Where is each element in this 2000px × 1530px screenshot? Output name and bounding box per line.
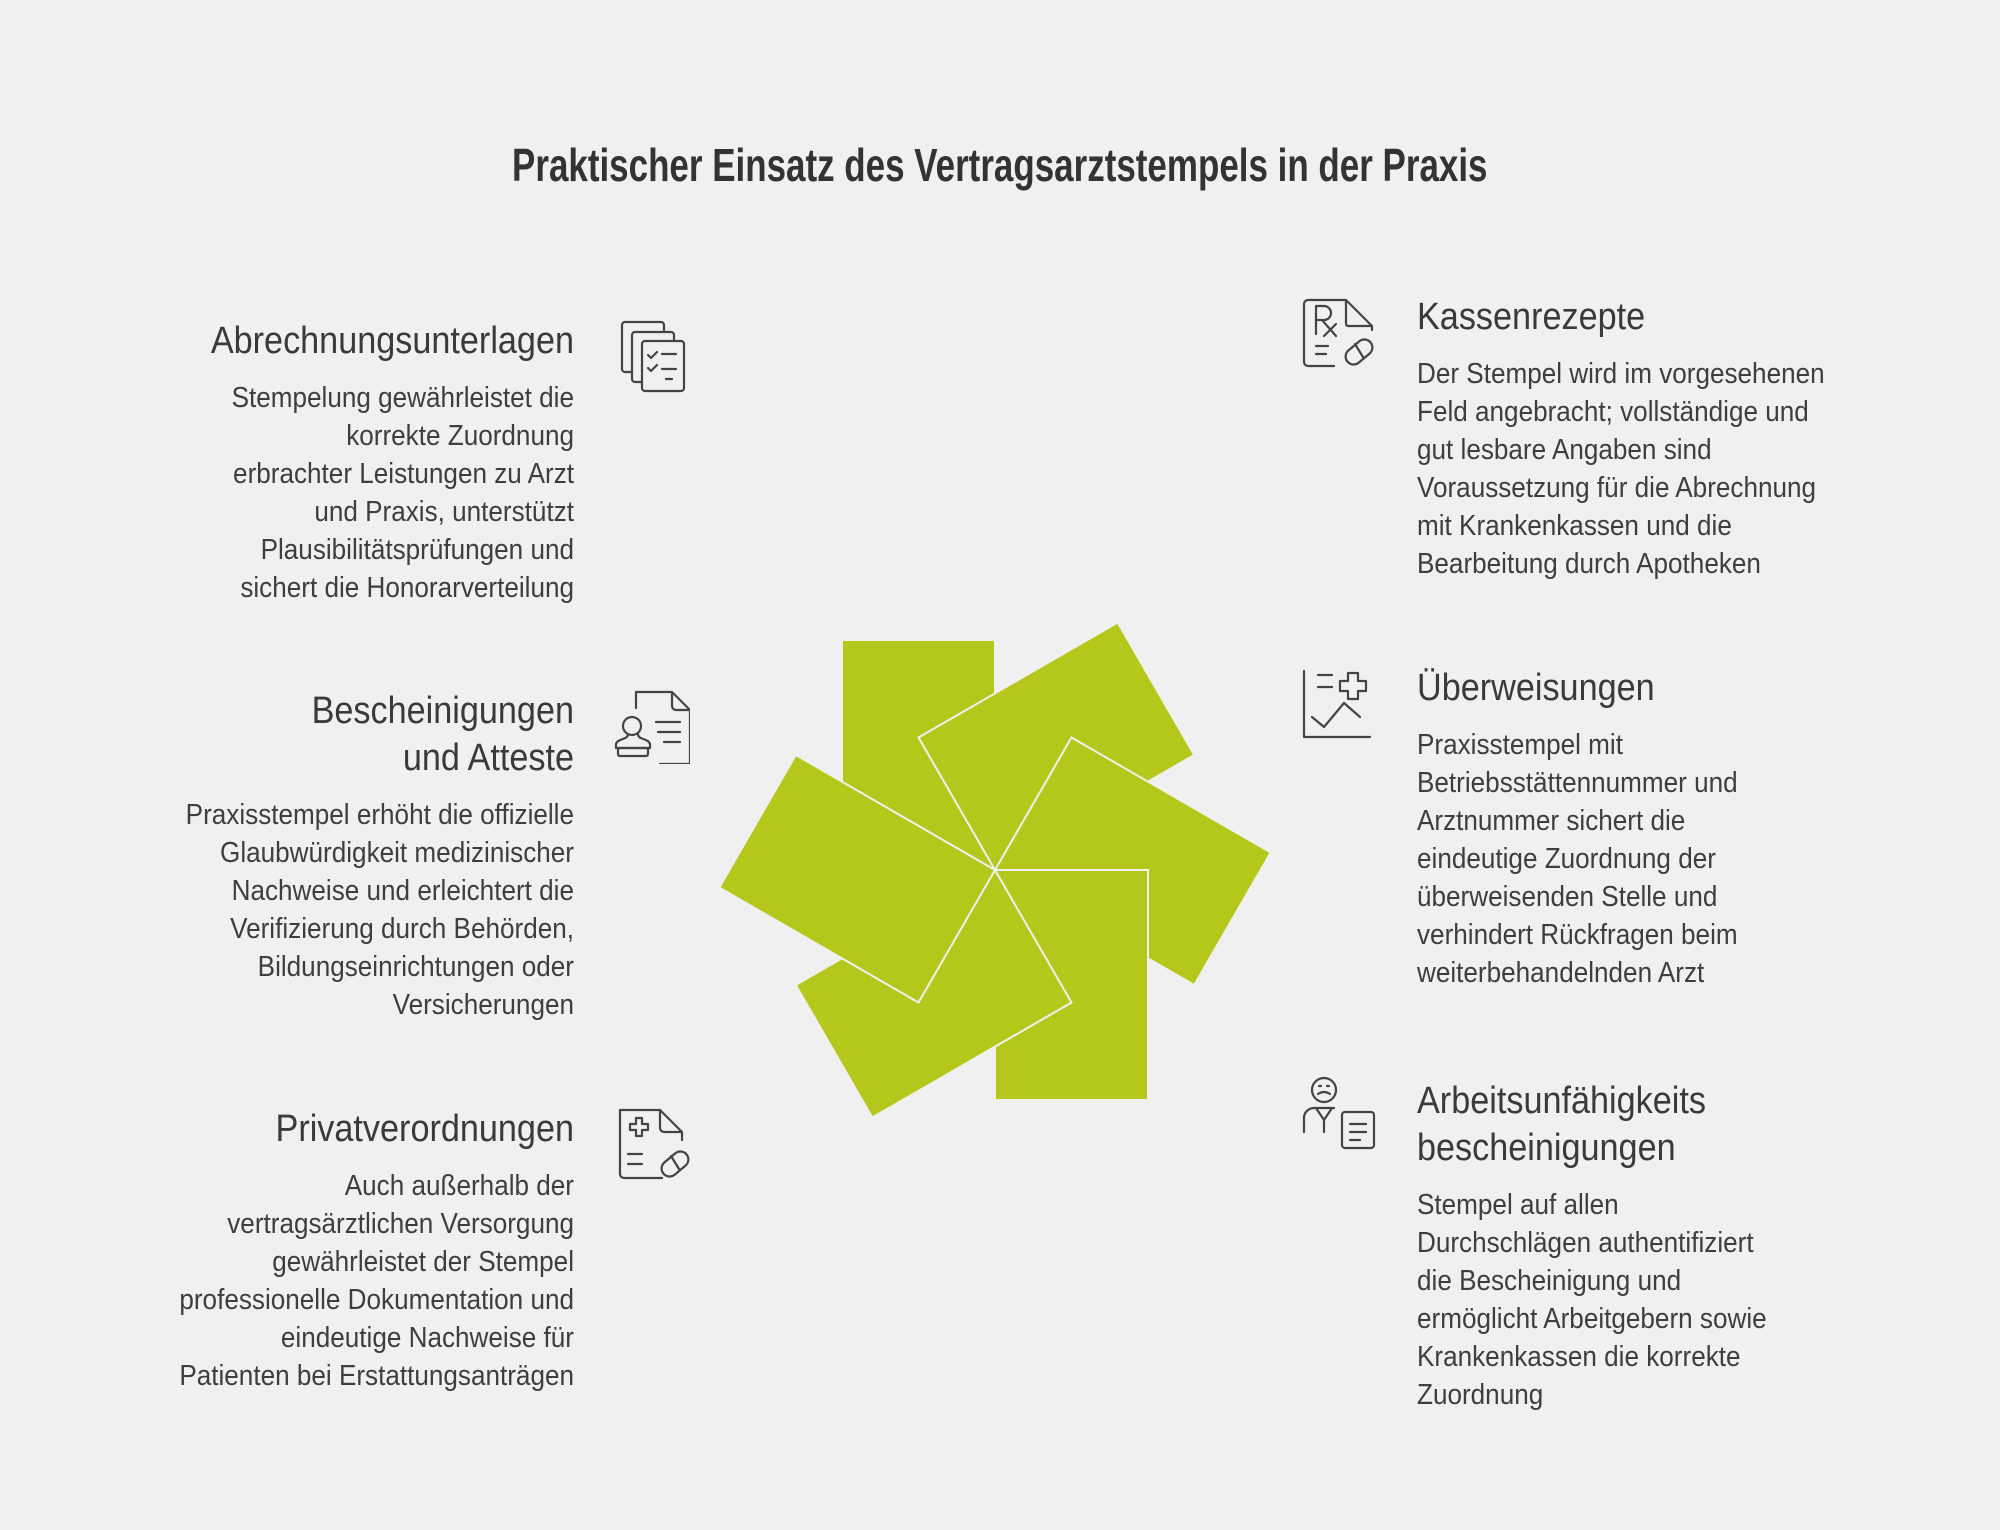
description-line: ermöglicht Arbeitgebern sowie [1417,1303,1767,1335]
page-title: Praktischer Einsatz des Vertragsarztstempels in der Praxis [512,139,1488,191]
description-line: gewährleistet der Stempel [272,1246,574,1278]
section-description [54,1167,574,1395]
heading-line: Privatverordnungen [275,1108,574,1150]
description-line: Voraussetzung für die Abrechnung [1417,472,1817,504]
description-line: Plausibilitätsprüfungen und [260,534,574,566]
description-line: die Bescheinigung und [1417,1265,1682,1297]
heading-line: und Atteste [402,737,574,779]
section-heading [1417,1078,1937,1172]
section-abrechnungsunterlagen [54,318,574,607]
description-line: vertragsärztlichen Versorgung [227,1208,574,1240]
sick-patient-document-icon [1300,1074,1376,1150]
description-line: Patienten bei Erstattungsanträgen [179,1360,574,1392]
description-line: Arztnummer sichert die [1417,805,1686,837]
heading-line: Abrechnungsunterlagen [210,320,574,362]
section-heading [54,318,574,365]
description-line: eindeutige Zuordnung der [1417,843,1716,875]
section-description [1417,1186,1937,1414]
description-line: Praxisstempel mit [1417,729,1623,761]
description-line: erbrachter Leistungen zu Arzt [233,458,574,490]
description-line: gut lesbare Angaben sind [1417,434,1712,466]
medical-chart-icon [1300,665,1376,741]
description-line: Bearbeitung durch Apotheken [1417,548,1761,580]
description-line: Glaubwürdigkeit medizinischer [220,837,574,869]
description-line: Versicherungen [392,989,574,1021]
description-line: Der Stempel wird im vorgesehenen [1417,358,1825,390]
heading-line: Arbeitsunfähigkeits [1417,1080,1706,1122]
section-heading [1417,294,1937,341]
section-ueberweisungen [1417,665,1937,992]
heading-line: Kassenrezepte [1417,296,1646,338]
description-line: Feld angebracht; vollständige und [1417,396,1809,428]
rx-prescription-icon [1300,294,1376,370]
medical-prescription-icon [616,1106,692,1182]
description-line: Krankenkassen die korrekte [1417,1341,1741,1373]
description-line: und Praxis, unterstützt [314,496,574,528]
description-line: Stempel auf allen [1417,1189,1619,1221]
description-line: Betriebsstättennummer und [1417,767,1738,799]
section-heading [54,688,574,782]
section-description [54,796,574,1024]
description-line: Nachweise und erleichtert die [231,875,574,907]
heading-line: Bescheinigungen [311,690,574,732]
description-line: professionelle Dokumentation und [179,1284,574,1316]
description-line: Stempelung gewährleistet die [231,382,574,414]
description-line: weiterbehandelnden Arzt [1417,957,1705,989]
heading-line: bescheinigungen [1417,1127,1676,1169]
heading-line: Überweisungen [1417,667,1655,709]
stamp-document-icon [614,688,690,764]
section-arbeitsunfaehigkeit [1417,1078,1937,1414]
section-kassenrezepte [1417,294,1937,583]
description-line: eindeutige Nachweise für [280,1322,574,1354]
description-line: verhindert Rückfragen beim [1417,919,1738,951]
section-description [1417,355,1937,583]
description-line: Verifizierung durch Behörden, [230,913,574,945]
section-heading [54,1106,574,1153]
section-description [54,379,574,607]
description-line: korrekte Zuordnung [346,420,574,452]
section-privatverordnungen [54,1106,574,1395]
description-line: Bildungseinrichtungen oder [257,951,574,983]
description-line: Praxisstempel erhöht die offizielle [185,799,574,831]
description-line: Durchschlägen authentifiziert [1417,1227,1754,1259]
section-description [1417,726,1937,992]
documents-checklist-icon [618,318,694,394]
description-line: mit Krankenkassen und die [1417,510,1732,542]
section-bescheinigungen [54,688,574,1024]
section-heading [1417,665,1937,712]
description-line: überweisenden Stelle und [1417,881,1718,913]
description-line: Zuordnung [1417,1379,1544,1411]
description-line: Auch außerhalb der [344,1170,574,1202]
description-line: sichert die Honorarverteilung [240,572,574,604]
